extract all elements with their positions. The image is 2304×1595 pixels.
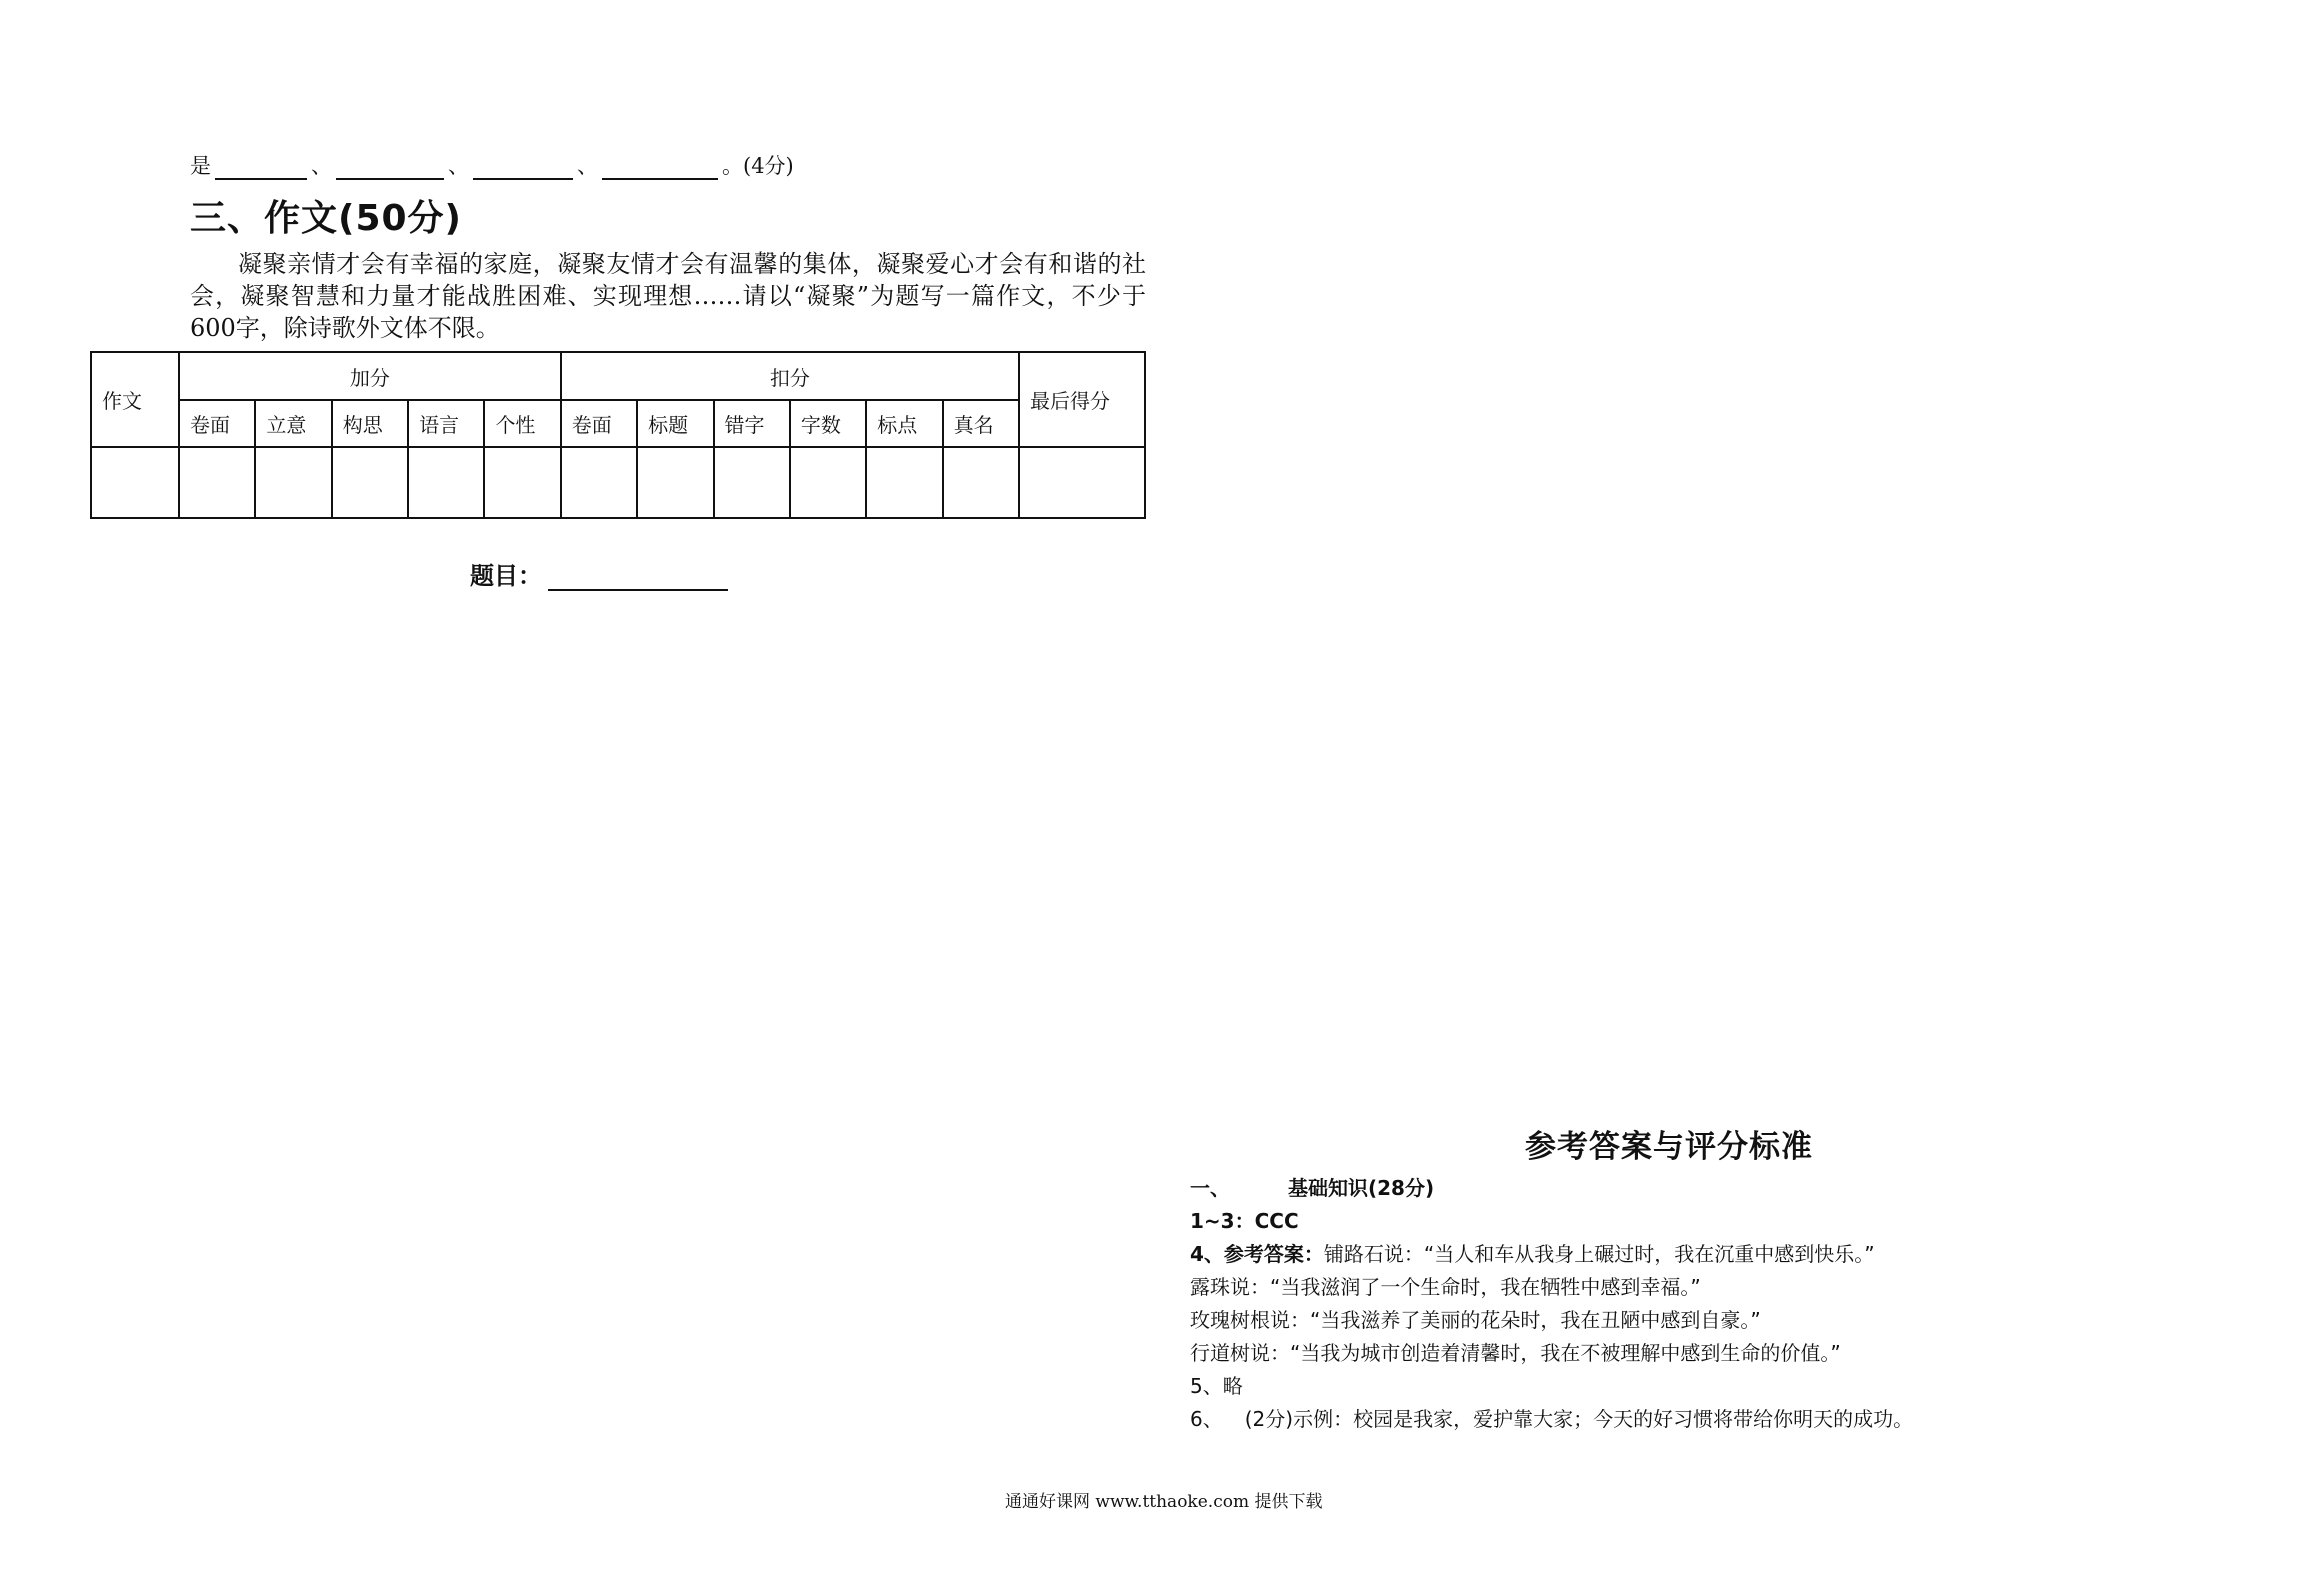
- score-cell[interactable]: [179, 447, 255, 518]
- answer-key-body: [1190, 1172, 2190, 1436]
- answer-q4-line: 玫瑰树根说：“当我滋养了美丽的花朵时，我在丑陋中感到自豪。”: [1190, 1308, 1761, 1332]
- answer-q6-number: 6、: [1190, 1407, 1223, 1431]
- score-cell[interactable]: [255, 447, 331, 518]
- score-cell[interactable]: [714, 447, 790, 518]
- fill-in-blanks-line: [190, 150, 794, 180]
- score-cell[interactable]: [484, 447, 560, 518]
- score-cell[interactable]: [561, 447, 637, 518]
- essay-title-label: 题目：: [470, 562, 542, 590]
- blank-separator: 、: [577, 154, 598, 178]
- page-footer: 通通好课网 www.tthaoke.com 提供下载: [1005, 1492, 1323, 1512]
- score-cell[interactable]: [866, 447, 942, 518]
- score-cell[interactable]: [91, 447, 179, 518]
- blanks-prefix: 是: [190, 154, 211, 178]
- answer-q4: [1190, 1238, 2190, 1271]
- deduct-item: 真名: [943, 400, 1019, 447]
- answer-q1-3: 1~3：CCC: [1190, 1209, 1299, 1233]
- answer-q6: [1190, 1403, 2190, 1436]
- deduct-item: 字数: [790, 400, 866, 447]
- answer-key-heading: 参考答案与评分标准: [1525, 1129, 1813, 1165]
- bonus-item: 卷面: [179, 400, 255, 447]
- deduct-header: 扣分: [561, 352, 1019, 400]
- answer-section-1: [1190, 1172, 2190, 1205]
- essay-prompt: [190, 248, 1146, 344]
- score-cell[interactable]: [1019, 447, 1145, 518]
- bonus-item: 构思: [332, 400, 408, 447]
- essay-score-table: [90, 351, 1146, 519]
- answer-q4-label: 4、参考答案：: [1190, 1242, 1324, 1266]
- score-cell[interactable]: [332, 447, 408, 518]
- blanks-suffix: 。(4分): [722, 154, 794, 178]
- essay-title-field: [470, 556, 728, 591]
- essay-title-blank[interactable]: [548, 565, 728, 591]
- answer-q4-line: 行道树说：“当我为城市创造着清馨时，我在不被理解中感到生命的价值。”: [1190, 1341, 1841, 1365]
- essay-prompt-text: 凝聚亲情才会有幸福的家庭，凝聚友情才会有温馨的集体，凝聚爱心才会有和谐的社会，凝聚智慧和力量才能战胜困难、实现理想……请以“凝聚”为题写一篇作文，不少于600字，除诗歌外文体不限。: [190, 250, 1146, 342]
- bonus-item: 语言: [408, 400, 484, 447]
- bonus-header: 加分: [179, 352, 561, 400]
- answer-q5: 5、略: [1190, 1374, 1243, 1398]
- answer-blank-4[interactable]: [602, 156, 718, 180]
- deduct-item: 标点: [866, 400, 942, 447]
- blank-separator: 、: [311, 154, 332, 178]
- score-cell[interactable]: [790, 447, 866, 518]
- final-score-header: 最后得分: [1019, 352, 1145, 447]
- section-title: 基础知识(28分): [1288, 1176, 1435, 1200]
- answer-q4-line: 铺路石说：“当人和车从我身上碾过时，我在沉重中感到快乐。”: [1323, 1242, 1875, 1266]
- score-cell[interactable]: [408, 447, 484, 518]
- deduct-item: 卷面: [561, 400, 637, 447]
- answer-blank-1[interactable]: [215, 156, 307, 180]
- bonus-item: 立意: [255, 400, 331, 447]
- answer-blank-3[interactable]: [473, 156, 573, 180]
- deduct-item: 错字: [714, 400, 790, 447]
- deduct-item: 标题: [637, 400, 713, 447]
- score-cell[interactable]: [943, 447, 1019, 518]
- bonus-item: 个性: [484, 400, 560, 447]
- answer-blank-2[interactable]: [336, 156, 444, 180]
- answer-q4-line: 露珠说：“当我滋润了一个生命时，我在牺牲中感到幸福。”: [1190, 1275, 1701, 1299]
- essay-section-title: 三、作文(50分): [190, 198, 463, 239]
- score-row-label: 作文: [91, 352, 179, 447]
- blank-separator: 、: [448, 154, 469, 178]
- section-number: 一、: [1190, 1176, 1230, 1200]
- answer-q6-text: (2分)示例：校园是我家，爱护靠大家；今天的好习惯将带给你明天的成功。: [1244, 1407, 1914, 1431]
- score-cell[interactable]: [637, 447, 713, 518]
